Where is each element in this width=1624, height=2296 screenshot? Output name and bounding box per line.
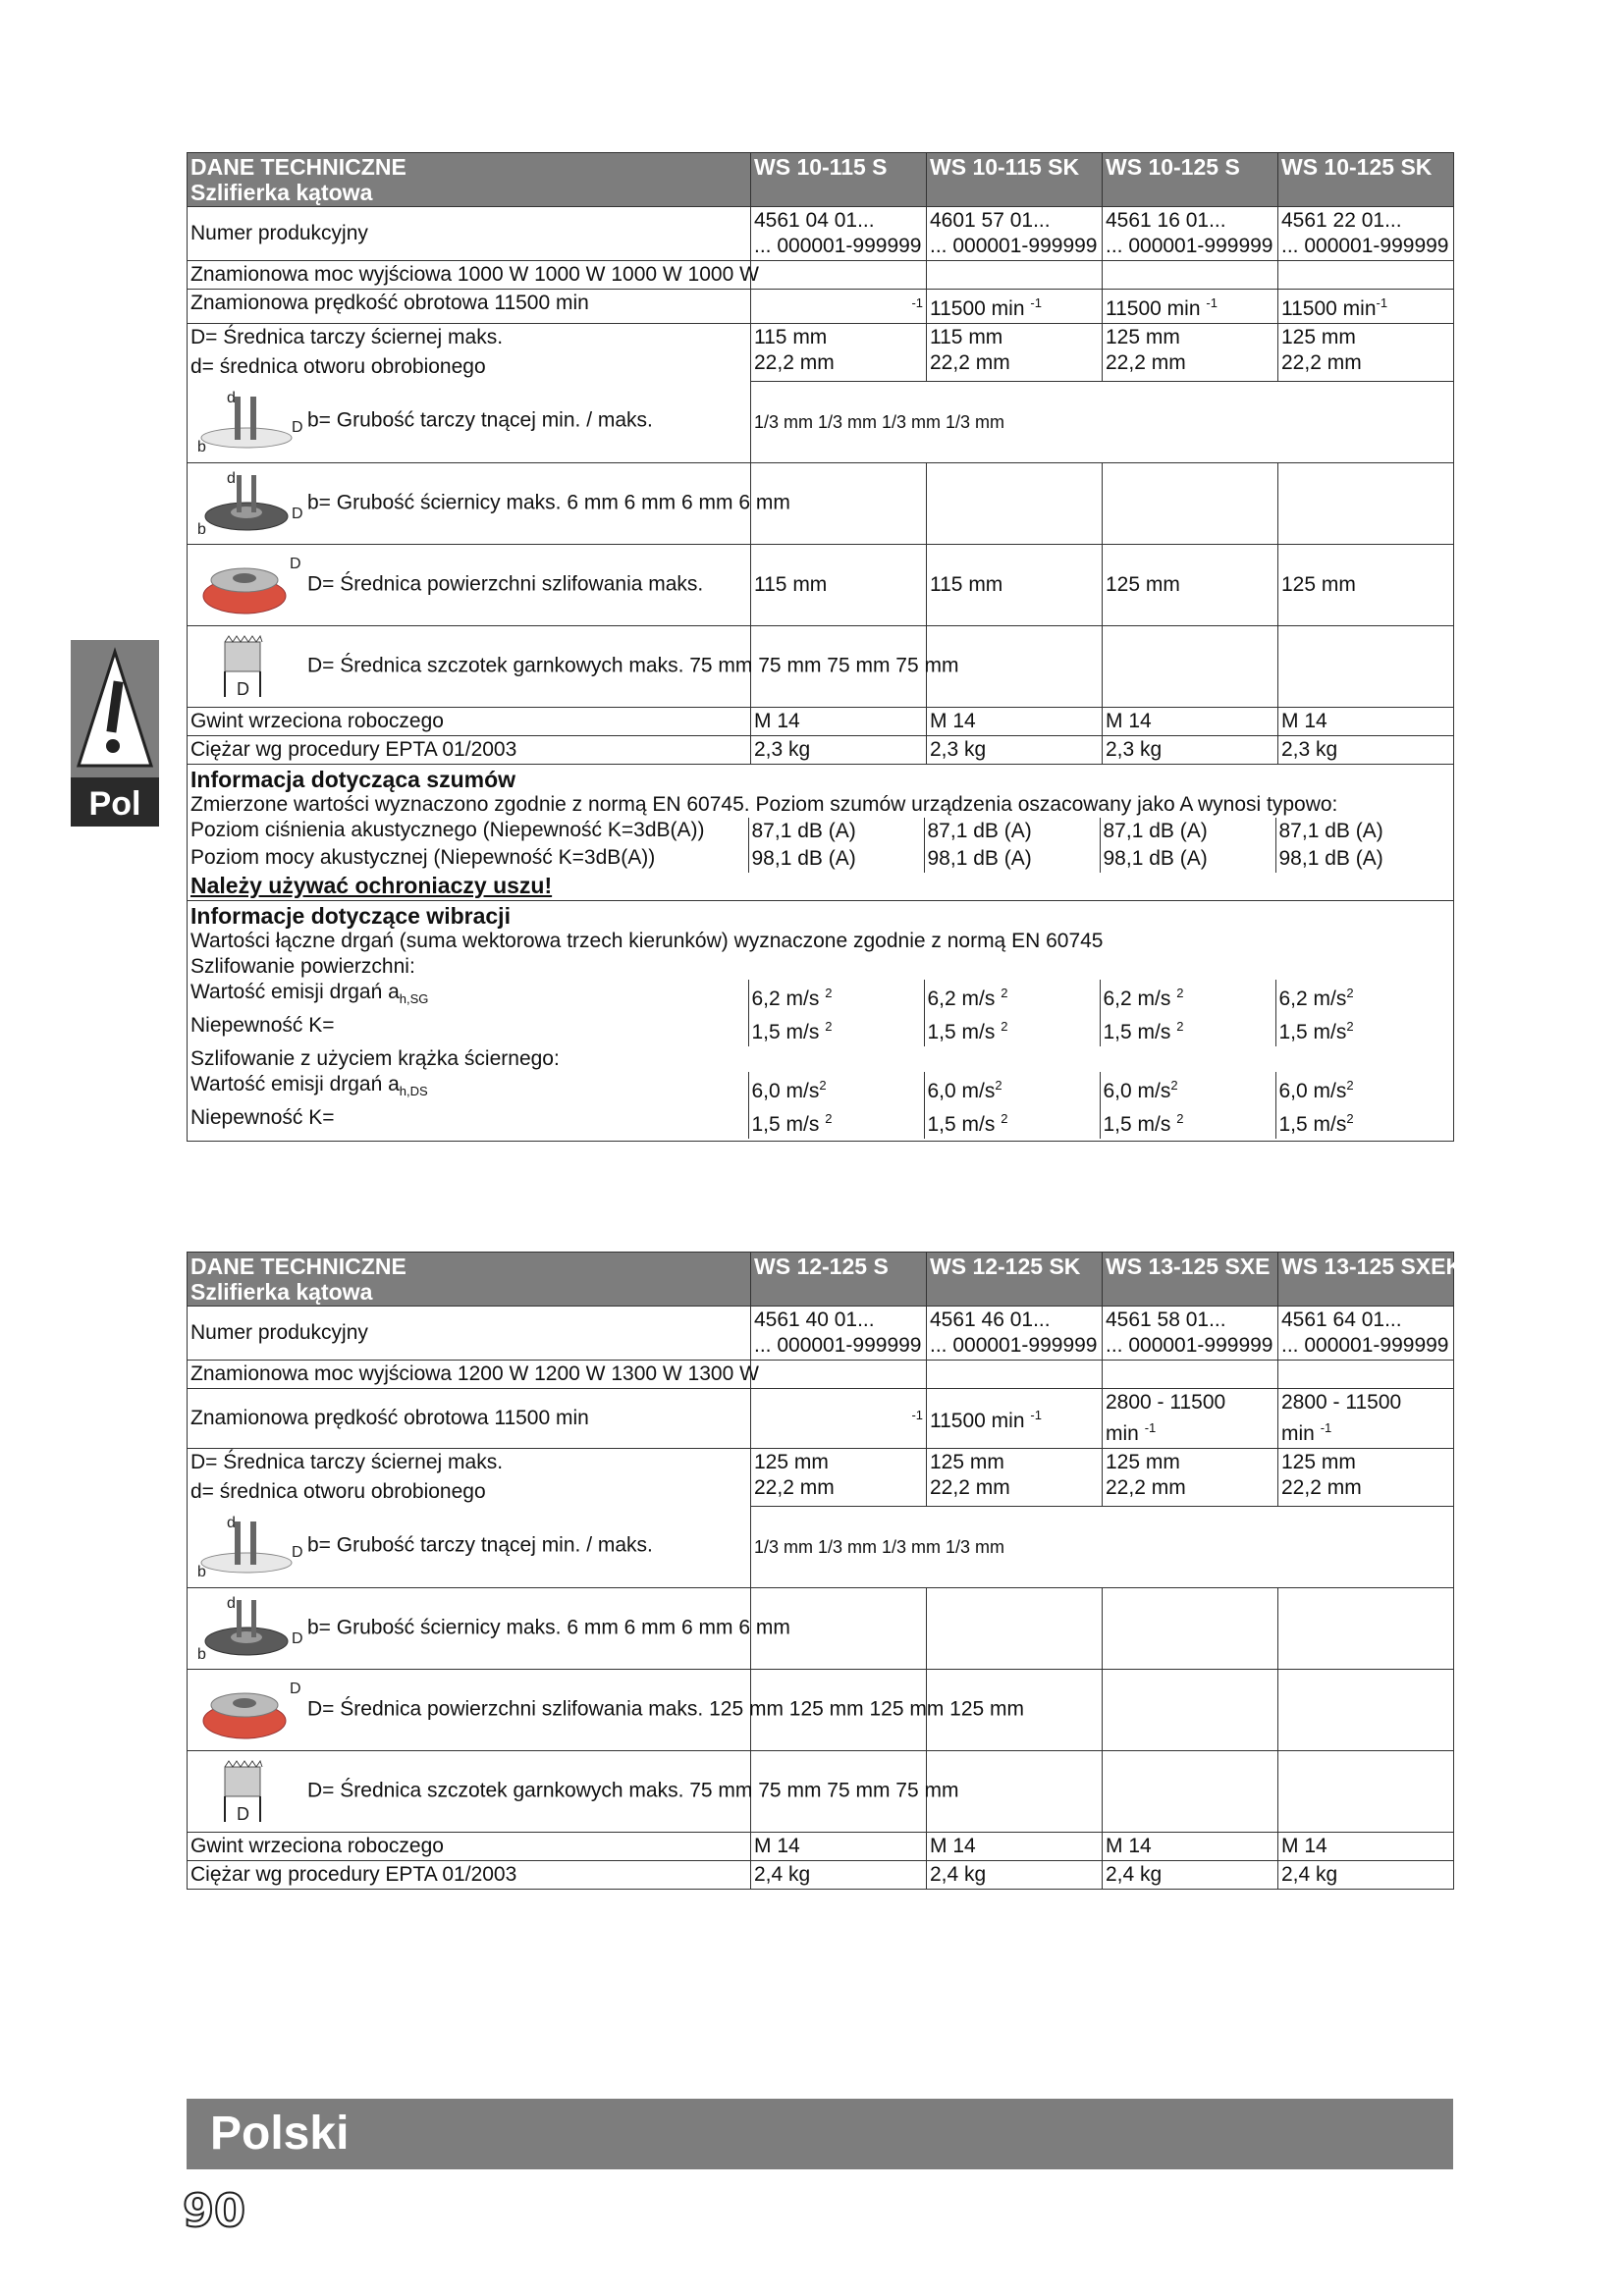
- row-label: b= Grubość tarczy tnącej min. / maks.: [307, 408, 653, 432]
- cell-value: 98,1 dB (A): [1100, 845, 1275, 873]
- row-label: D= Średnica tarczy ściernej maks.: [190, 1451, 504, 1473]
- exponent: 2: [1346, 1110, 1354, 1126]
- exponent: 2: [1170, 1077, 1178, 1093]
- cell-value: 6,2 m/s: [1278, 987, 1347, 1010]
- icon-letter: b: [197, 1564, 206, 1581]
- row-label: D= Średnica tarczy ściernej maks.: [190, 326, 504, 348]
- table-row: [188, 1750, 1454, 1832]
- section-description: Wartości łączne drgań (suma wektorowa trzech kierunków) wyznaczone zgodnie z normą EN 60745: [190, 929, 1104, 952]
- exponent: -1: [1320, 1420, 1332, 1435]
- icon-letter: b: [197, 439, 206, 456]
- model-name: WS 10-115 S: [751, 153, 927, 207]
- footer-language: Polski: [210, 2108, 350, 2160]
- cell-value: 11500 min: [1281, 297, 1377, 320]
- exponent: -1: [1376, 295, 1388, 310]
- cell-value: M 14: [927, 1832, 1103, 1860]
- cell-value: 125 mm: [930, 1451, 1004, 1473]
- cell-value: 125 mm: [1106, 1451, 1180, 1473]
- cutting-disc-icon: [195, 387, 303, 455]
- icon-letter: d: [227, 1515, 236, 1532]
- cell-value: 6,2 m/s: [751, 987, 820, 1010]
- cell-value: 22,2 mm: [1281, 351, 1362, 374]
- cell-value: 22,2 mm: [754, 351, 835, 374]
- cell-value: 22,2 mm: [930, 351, 1010, 374]
- icon-letter: D: [292, 1544, 303, 1562]
- cell-value: ... 000001-999999: [930, 1334, 1098, 1357]
- cell-value: 2,3 kg: [1103, 735, 1278, 764]
- model-name: WS 12-125 SK: [927, 1253, 1103, 1307]
- cell-value: M 14: [927, 707, 1103, 735]
- cell-value: 125 mm: [1103, 544, 1278, 625]
- exponent: 2: [1001, 1018, 1008, 1034]
- table-row: [188, 1307, 1454, 1361]
- row-label: Wartość emisji drgań a: [190, 1072, 400, 1095]
- table-row: [188, 735, 1454, 764]
- table-row: [188, 1587, 1454, 1669]
- cell-value: 2,4 kg: [1103, 1860, 1278, 1889]
- cell-value: 6,2 m/s: [927, 987, 996, 1010]
- cell-value: 87,1 dB (A): [924, 818, 1100, 845]
- cell-value: 2,3 kg: [1278, 735, 1454, 764]
- icon-letter: D: [292, 419, 303, 437]
- icon-letter: D: [237, 678, 249, 699]
- subsection-label: Szlifowanie powierzchni:: [190, 954, 415, 978]
- section-title: Informacja dotycząca szumów: [190, 766, 516, 792]
- cell-value: 2,4 kg: [751, 1860, 927, 1889]
- row-label: b= Grubość tarczy tnącej min. / maks.: [307, 1533, 653, 1557]
- cell-value: 6,2 m/s: [1103, 987, 1171, 1010]
- exponent: -1: [1030, 295, 1042, 310]
- cell-value: 6,0 m/s: [751, 1079, 820, 1102]
- cell-value: 1,5 m/s: [927, 1112, 996, 1136]
- grinding-wheel-icon: [195, 469, 303, 538]
- cell-value: 98,1 dB (A): [924, 845, 1100, 873]
- cell-value: 6,0 m/s: [927, 1079, 996, 1102]
- table-row: [188, 544, 1454, 625]
- cell-value: 4561 40 01...: [754, 1308, 875, 1331]
- row-label: Niepewność K=: [190, 1105, 335, 1129]
- cell-value: ... 000001-999999: [1281, 235, 1449, 257]
- row-label: Poziom ciśnienia akustycznego (Niepewność K=3dB(A)): [190, 818, 705, 841]
- exponent: 2: [825, 985, 833, 1000]
- table-row: [188, 1506, 1454, 1587]
- subsection-label: Szlifowanie z użyciem krążka ściernego:: [190, 1046, 560, 1070]
- cell-value: 22,2 mm: [930, 1476, 1010, 1499]
- icon-letter: d: [227, 469, 236, 487]
- cell-value: 115 mm: [927, 544, 1103, 625]
- ear-protection-warning: Należy używać ochroniaczy uszu!: [190, 872, 553, 898]
- cell-value: ... 000001-999999: [754, 1334, 922, 1357]
- cell-value: 6,0 m/s: [1278, 1079, 1347, 1102]
- side-tab-label: Pol: [88, 785, 141, 823]
- cell-value: 4561 64 01...: [1281, 1308, 1402, 1331]
- table-title: DANE TECHNICZNE: [190, 1254, 406, 1279]
- cell-value: 22,2 mm: [1106, 351, 1186, 374]
- exponent: 2: [825, 1018, 833, 1034]
- cell-value: 125 mm: [754, 1451, 829, 1473]
- cell-value: 4561 58 01...: [1106, 1308, 1226, 1331]
- row-label: Numer produkcyjny: [188, 1307, 751, 1361]
- row-label: Ciężar wg procedury EPTA 01/2003: [188, 735, 751, 764]
- row-label: D= Średnica powierzchni szlifowania maks. 125 mm 125 mm 125 mm 125 mm: [307, 1697, 1025, 1721]
- row-label: Numer produkcyjny: [188, 207, 751, 261]
- icon-letter: D: [292, 1629, 303, 1647]
- table-row: [188, 381, 1454, 462]
- tech-table-2: [187, 1252, 1463, 1890]
- model-name: WS 10-125 S: [1103, 153, 1278, 207]
- cell-value: 125 mm: [1106, 326, 1180, 348]
- cell-value: 22,2 mm: [754, 1476, 835, 1499]
- icon-letter: D: [290, 555, 301, 572]
- exponent: 2: [1346, 1077, 1354, 1093]
- cell-value: 125 mm: [1281, 326, 1356, 348]
- row-label: d= średnica otworu obrobionego: [190, 355, 486, 378]
- row-label: Gwint wrzeciona roboczego: [188, 1832, 751, 1860]
- cell-value: 2800 - 11500: [1281, 1391, 1402, 1414]
- table-row: [188, 261, 1454, 290]
- row-label: Ciężar wg procedury EPTA 01/2003: [188, 1860, 751, 1889]
- table-title: DANE TECHNICZNE: [190, 154, 406, 180]
- icon-letter: D: [237, 1803, 249, 1824]
- row-label: Poziom mocy akustycznej (Niepewność K=3dB(A)): [190, 845, 656, 869]
- cell-value: 1,5 m/s: [927, 1020, 996, 1043]
- cell-value: ... 000001-999999: [1281, 1334, 1449, 1357]
- exponent: 2: [1001, 985, 1008, 1000]
- cell-value: M 14: [1278, 707, 1454, 735]
- exponent: 2: [825, 1110, 833, 1126]
- cell-value: ... 000001-999999: [754, 235, 922, 257]
- icon-letter: d: [227, 1594, 236, 1612]
- table-header-row: [188, 1253, 1454, 1307]
- cell-value: M 14: [1278, 1832, 1454, 1860]
- row-label: Niepewność K=: [190, 1013, 335, 1037]
- cutting-disc-icon: [195, 1512, 303, 1580]
- cell-value: 125 mm: [1281, 1451, 1356, 1473]
- icon-letter: D: [290, 1680, 301, 1697]
- sanding-disc-icon: [195, 551, 303, 619]
- cell-value: 6,0 m/s: [1103, 1079, 1171, 1102]
- cell-value: 4561 04 01...: [754, 209, 875, 232]
- exponent: 2: [995, 1077, 1002, 1093]
- exponent: 2: [1346, 1018, 1354, 1034]
- model-name: WS 10-125 SK: [1278, 153, 1454, 207]
- icon-letter: b: [197, 1645, 206, 1663]
- cell-value: 1,5 m/s: [1278, 1020, 1347, 1043]
- cell-value: 11500 min: [930, 1410, 1025, 1432]
- cell-value: 1,5 m/s: [1103, 1112, 1171, 1136]
- cell-value: 1,5 m/s: [1278, 1112, 1347, 1136]
- icon-letter: d: [227, 390, 236, 407]
- cell-value: 115 mm: [751, 544, 927, 625]
- cell-value: min: [1106, 1422, 1139, 1445]
- cell-value: ... 000001-999999: [1106, 1334, 1273, 1357]
- language-footer-bar: [187, 2099, 1453, 2169]
- warning-side-tab: [71, 640, 159, 827]
- icon-letter: b: [197, 520, 206, 538]
- cell-value: 4601 57 01...: [930, 209, 1051, 232]
- table-row: [188, 1449, 1454, 1507]
- cell-value: ... 000001-999999: [1106, 235, 1273, 257]
- page-number: 90: [183, 2184, 246, 2237]
- cell-value: M 14: [751, 1832, 927, 1860]
- cell-value: 4561 46 01...: [930, 1308, 1051, 1331]
- table-subtitle: Szlifierka kątowa: [190, 1279, 373, 1305]
- table-row: [188, 1361, 1454, 1389]
- section-title: Informacje dotyczące wibracji: [190, 902, 511, 929]
- exponent: 2: [1001, 1110, 1008, 1126]
- section-description: Zmierzone wartości wyznaczono zgodnie z normą EN 60745. Poziom szumów urządzenia oszacowany jako A wynosi typowo:: [190, 792, 1338, 816]
- cup-brush-icon: [195, 632, 303, 701]
- cell-value: 115 mm: [930, 326, 1003, 348]
- cell-value: 1/3 mm 1/3 mm 1/3 mm 1/3 mm: [751, 381, 1454, 462]
- cell-value: ... 000001-999999: [930, 235, 1098, 257]
- row-label: D= Średnica powierzchni szlifowania maks.: [307, 572, 704, 596]
- row-label: D= Średnica szczotek garnkowych maks. 75 mm 75 mm 75 mm 75 mm: [307, 1779, 959, 1802]
- row-label: Gwint wrzeciona roboczego: [188, 707, 751, 735]
- cell-value: 2,4 kg: [1278, 1860, 1454, 1889]
- cell-value: 4561 16 01...: [1106, 209, 1226, 232]
- cell-value: 22,2 mm: [1281, 1476, 1362, 1499]
- cell-value: 11500 min: [1106, 297, 1201, 320]
- cell-value: 2800 - 11500: [1106, 1391, 1226, 1414]
- cell-value: 4561 22 01...: [1281, 209, 1402, 232]
- exponent: -1: [1144, 1420, 1157, 1435]
- table-row: [188, 1832, 1454, 1860]
- table-row: [188, 462, 1454, 544]
- model-name: WS 10-115 SK: [927, 153, 1103, 207]
- cell-value: 87,1 dB (A): [1275, 818, 1451, 845]
- table-row: [188, 324, 1454, 382]
- cell-value: 87,1 dB (A): [1100, 818, 1275, 845]
- exponent: 2: [1176, 1110, 1184, 1126]
- cell-value: -1: [911, 295, 923, 310]
- cell-value: 1,5 m/s: [751, 1020, 820, 1043]
- exponent: 2: [1176, 1018, 1184, 1034]
- sanding-disc-icon: [195, 1676, 303, 1744]
- cell-value: M 14: [1103, 1832, 1278, 1860]
- cell-value: 11500 min: [930, 297, 1025, 320]
- cup-brush-icon: [195, 1757, 303, 1826]
- cell-value: 1,5 m/s: [1103, 1020, 1171, 1043]
- exponent: 2: [1176, 985, 1184, 1000]
- tech-table-1: [187, 152, 1454, 1142]
- cell-value: 87,1 dB (A): [748, 818, 924, 845]
- cell-value: 22,2 mm: [1106, 1476, 1186, 1499]
- table-row: [188, 625, 1454, 707]
- cell-value: 2,4 kg: [927, 1860, 1103, 1889]
- icon-letter: D: [292, 505, 303, 522]
- noise-section: [188, 764, 1454, 900]
- row-label: d= średnica otworu obrobionego: [190, 1480, 486, 1503]
- row-label: b= Grubość ściernicy maks. 6 mm 6 mm 6 mm 6 mm: [307, 1616, 790, 1639]
- subscript: h,DS: [399, 1083, 428, 1098]
- grinding-wheel-icon: [195, 1594, 303, 1663]
- row-label: D= Średnica szczotek garnkowych maks. 75 mm 75 mm 75 mm 75 mm: [307, 654, 959, 677]
- exponent: 2: [1346, 985, 1354, 1000]
- row-label: Znamionowa moc wyjściowa 1200 W 1200 W 1300 W 1300 W: [188, 1361, 751, 1389]
- model-name: WS 12-125 S: [751, 1253, 927, 1307]
- row-label: Wartość emisji drgań a: [190, 980, 400, 1003]
- cell-value: 125 mm: [1278, 544, 1454, 625]
- row-label: Znamionowa moc wyjściowa 1000 W 1000 W 1000 W 1000 W: [188, 261, 751, 290]
- table-row: [188, 1860, 1454, 1889]
- table-row: [188, 707, 1454, 735]
- cell-value: min: [1281, 1422, 1315, 1445]
- cell-value: M 14: [751, 707, 927, 735]
- table-row: [188, 1389, 1454, 1449]
- cell-value: 1,5 m/s: [751, 1112, 820, 1136]
- row-label: b= Grubość ściernicy maks. 6 mm 6 mm 6 mm 6 mm: [307, 491, 790, 514]
- subscript: h,SG: [399, 990, 429, 1006]
- cell-value: 1/3 mm 1/3 mm 1/3 mm 1/3 mm: [751, 1506, 1454, 1587]
- row-label: Znamionowa prędkość obrotowa 11500 min: [188, 290, 751, 324]
- exponent: 2: [819, 1077, 827, 1093]
- exponent: -1: [1206, 295, 1218, 310]
- exponent: -1: [1030, 1408, 1042, 1422]
- cell-value: 2,3 kg: [927, 735, 1103, 764]
- vibration-section: [188, 900, 1454, 1141]
- cell-value: 98,1 dB (A): [1275, 845, 1451, 873]
- cell-value: M 14: [1103, 707, 1278, 735]
- cell-value: 2,3 kg: [751, 735, 927, 764]
- cell-value: 98,1 dB (A): [748, 845, 924, 873]
- cell-value: 115 mm: [754, 326, 828, 348]
- table-row: [188, 1669, 1454, 1750]
- row-label: Znamionowa prędkość obrotowa 11500 min: [188, 1389, 751, 1449]
- table-row: [188, 207, 1454, 261]
- table-header-row: [188, 153, 1454, 207]
- model-name: WS 13-125 SXEK: [1278, 1253, 1454, 1307]
- cell-value: -1: [911, 1408, 923, 1422]
- table-subtitle: Szlifierka kątowa: [190, 180, 373, 205]
- table-row: [188, 290, 1454, 324]
- model-name: WS 13-125 SXE: [1103, 1253, 1278, 1307]
